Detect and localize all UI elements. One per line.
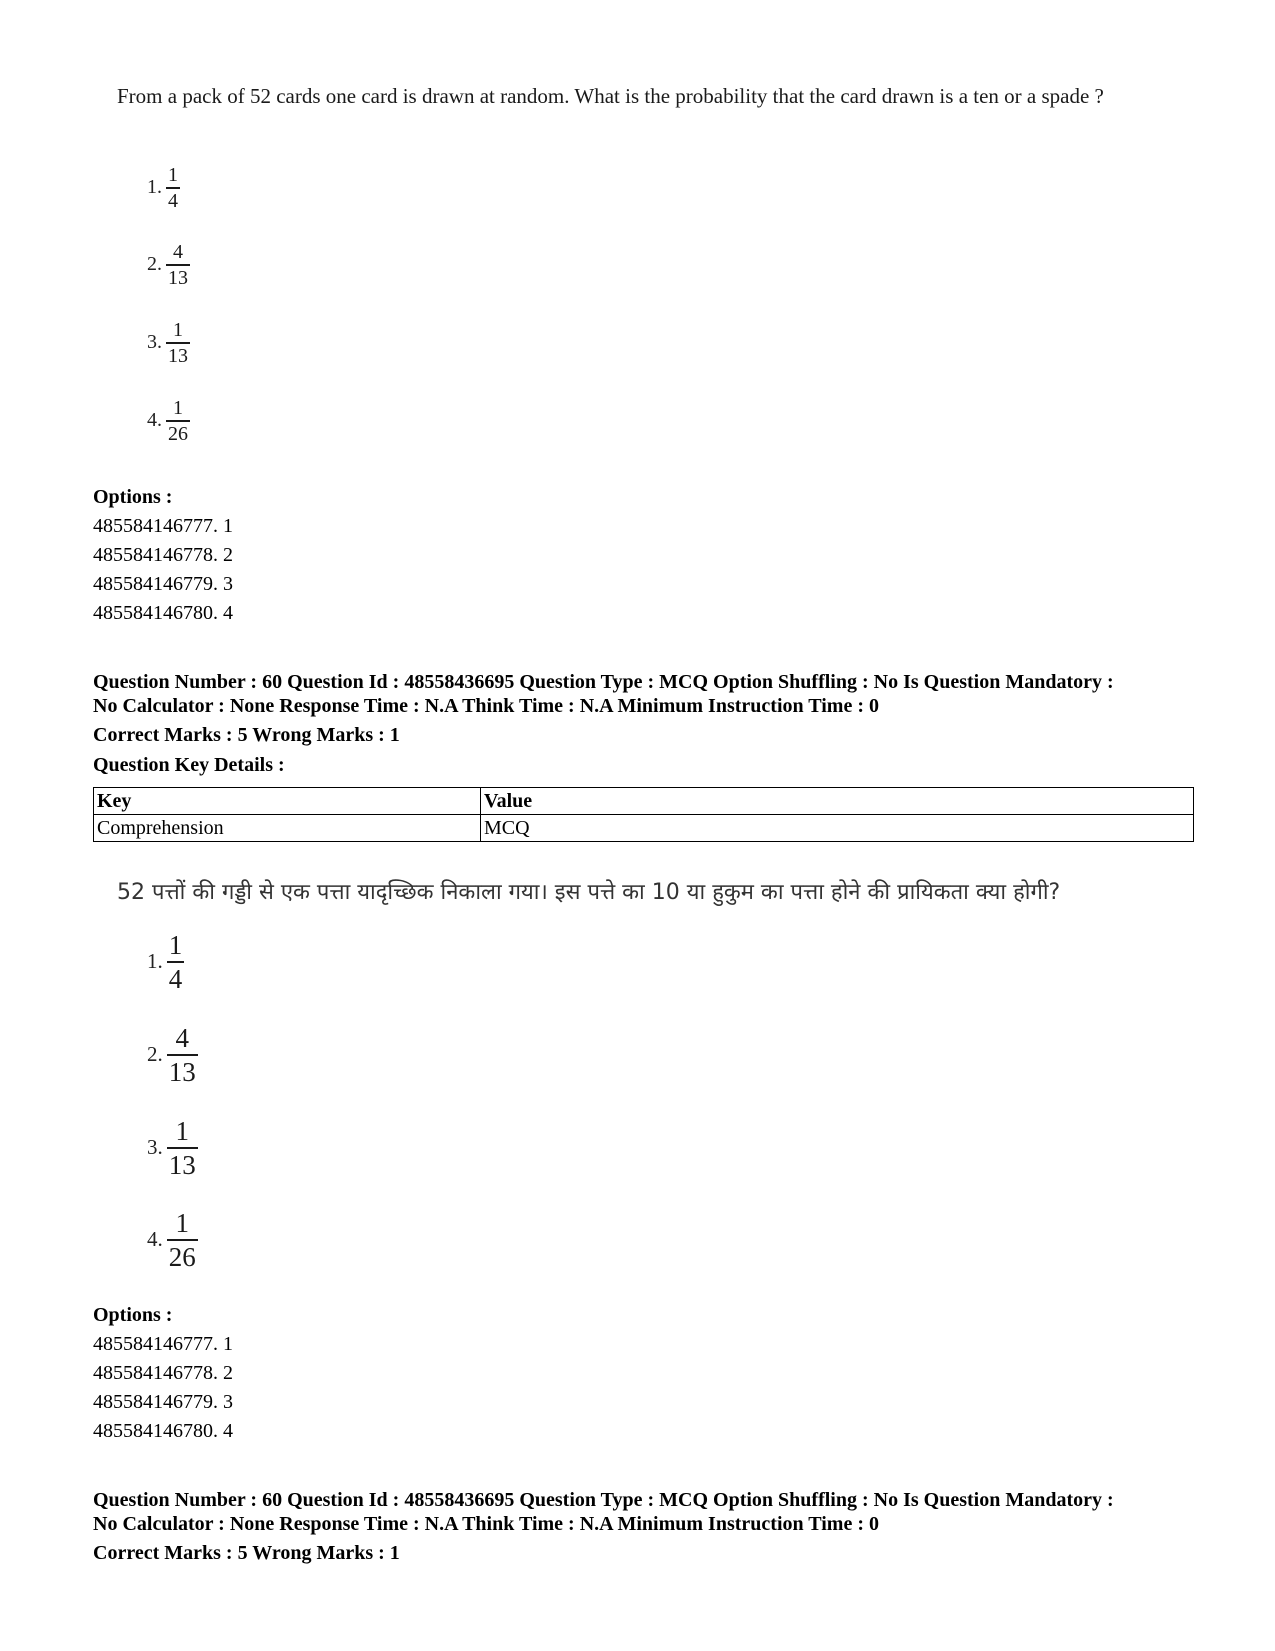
denominator: 26 (168, 422, 188, 445)
choice-number: 1. (147, 176, 162, 199)
denominator: 13 (168, 1056, 196, 1087)
question-meta-line: No Calculator : None Response Time : N.A Think Time : N.A Minimum Instruction Time : 0 (93, 695, 879, 717)
option-id-line: 485584146780. 4 (93, 602, 233, 624)
numerator: 4 (175, 1023, 189, 1053)
denominator: 4 (168, 963, 183, 994)
choice-number: 4. (147, 409, 162, 432)
choice-3 (147, 1115, 198, 1181)
table-header-cell: Value (481, 788, 1194, 815)
fraction (167, 1207, 198, 1273)
numerator: 4 (173, 241, 183, 263)
choice-3 (147, 318, 190, 368)
fraction (167, 929, 185, 995)
table-cell: MCQ (481, 815, 1194, 842)
option-id-line: 485584146777. 1 (93, 515, 233, 537)
denominator: 4 (168, 189, 178, 212)
choice-1 (147, 163, 180, 213)
option-id-line: 485584146778. 2 (93, 544, 233, 566)
options-label: Options : (93, 486, 173, 508)
question-text-hindi: 52 पत्तों की गड्डी से एक पत्ता यादृच्छिक निकाला गया। इस पत्ते का 10 या हुकुम का पत्ता होने की प्रायिकता क्या होगी? (117, 880, 1061, 905)
options-label: Options : (93, 1304, 173, 1326)
choice-1 (147, 929, 184, 995)
numerator: 1 (173, 397, 183, 419)
choice-2 (147, 1022, 198, 1088)
denominator: 13 (168, 266, 188, 289)
numerator: 1 (175, 1208, 189, 1238)
numerator: 1 (175, 1116, 189, 1146)
numerator: 1 (173, 319, 183, 341)
option-id-line: 485584146779. 3 (93, 1391, 233, 1413)
fraction (166, 240, 190, 290)
numerator: 1 (168, 164, 178, 186)
option-id-line: 485584146777. 1 (93, 1333, 233, 1355)
question-meta-line: Question Number : 60 Question Id : 48558436695 Question Type : MCQ Option Shuffling : No Is Question Mandatory : (93, 1489, 1114, 1511)
option-id-line: 485584146779. 3 (93, 573, 233, 595)
choice-number: 4. (147, 1227, 163, 1252)
table-row (94, 815, 1194, 842)
denominator: 13 (168, 344, 188, 367)
marks-line: Correct Marks : 5 Wrong Marks : 1 (93, 1542, 400, 1564)
fraction (166, 163, 180, 213)
table-cell: Comprehension (94, 815, 481, 842)
option-id-line: 485584146780. 4 (93, 1420, 233, 1442)
fraction (166, 318, 190, 368)
table-header-cell: Key (94, 788, 481, 815)
marks-line: Correct Marks : 5 Wrong Marks : 1 (93, 724, 400, 746)
question-text-english: From a pack of 52 cards one card is drawn at random. What is the probability that the card drawn is a ten or a spade ? (117, 84, 1104, 108)
choice-number: 1. (147, 949, 163, 974)
fraction (166, 396, 190, 446)
fraction (167, 1115, 198, 1181)
numerator: 1 (168, 930, 183, 960)
choice-number: 3. (147, 1135, 163, 1160)
denominator: 26 (168, 1241, 196, 1272)
key-details-label: Question Key Details : (93, 754, 285, 776)
question-key-table (93, 787, 1194, 842)
fraction (167, 1022, 198, 1088)
table-header-row (94, 788, 1194, 815)
choice-number: 3. (147, 331, 162, 354)
denominator: 13 (168, 1149, 196, 1180)
choice-4 (147, 1207, 198, 1273)
option-id-line: 485584146778. 2 (93, 1362, 233, 1384)
question-meta-line: No Calculator : None Response Time : N.A Think Time : N.A Minimum Instruction Time : 0 (93, 1513, 879, 1535)
choice-number: 2. (147, 1042, 163, 1067)
choice-number: 2. (147, 253, 162, 276)
choice-4 (147, 396, 190, 446)
question-meta-line: Question Number : 60 Question Id : 48558436695 Question Type : MCQ Option Shuffling : No Is Question Mandatory : (93, 671, 1114, 693)
choice-2 (147, 240, 190, 290)
